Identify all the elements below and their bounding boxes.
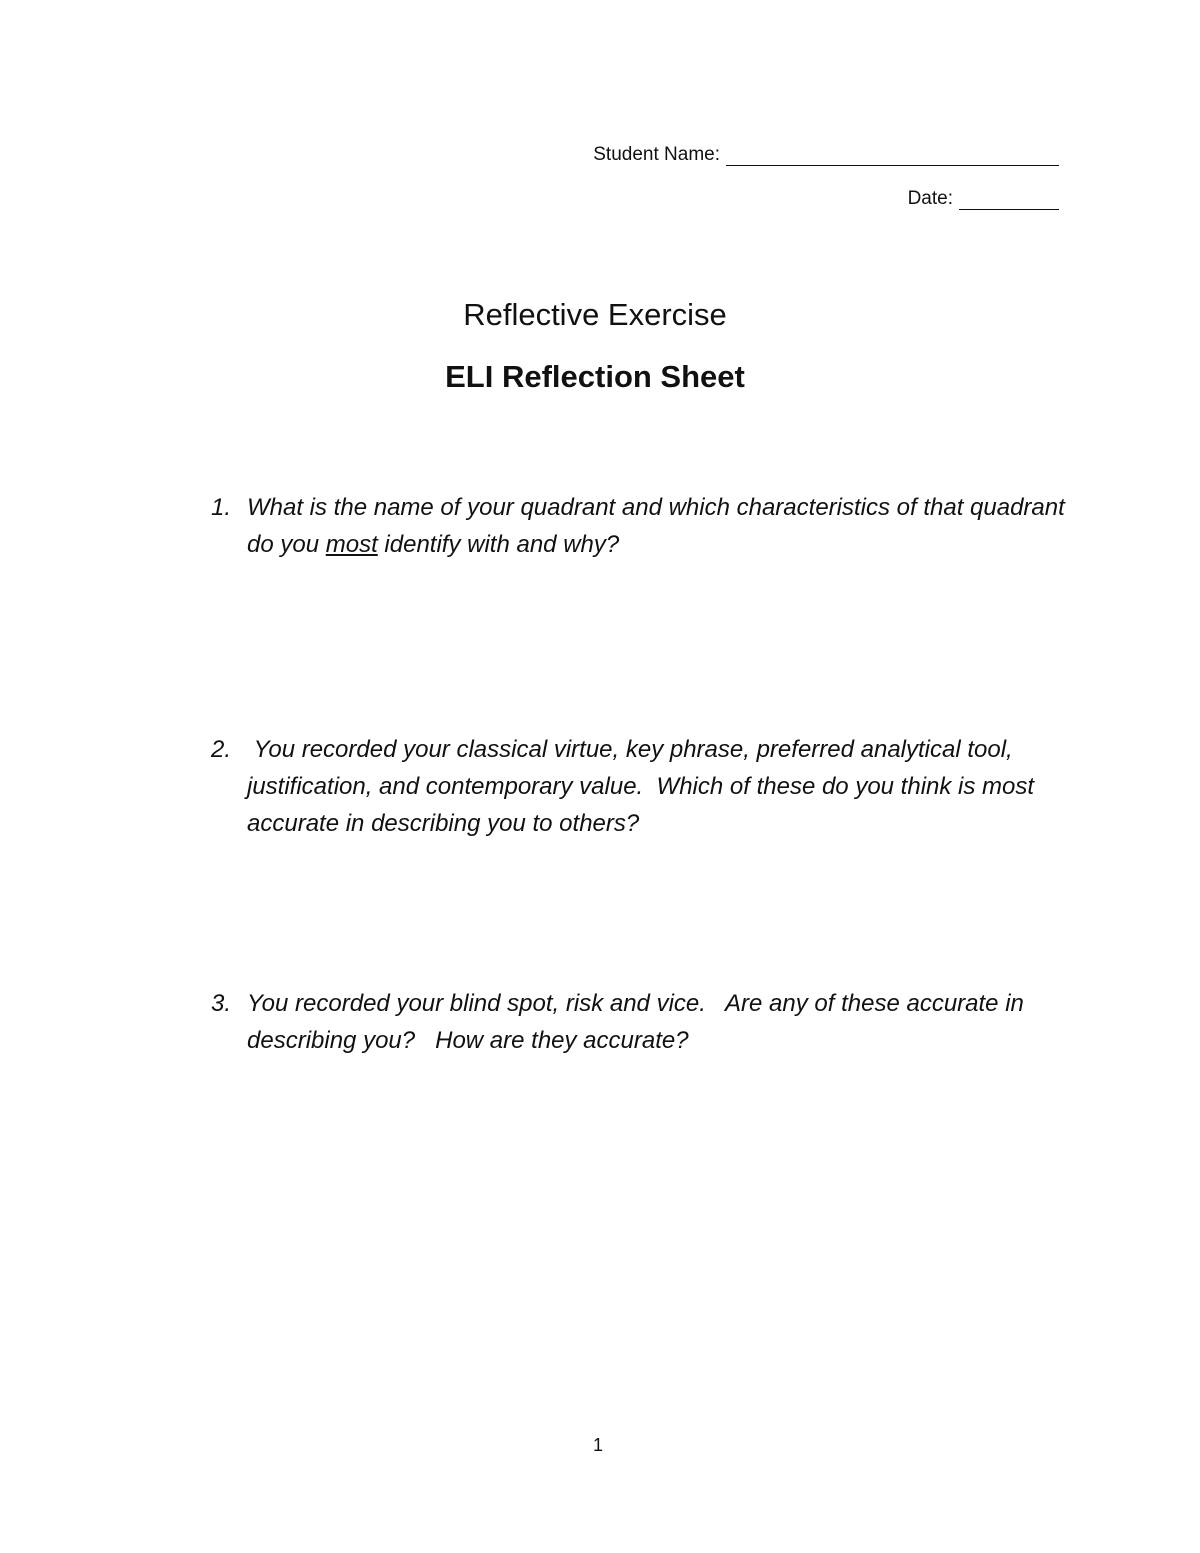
question-number: 1. xyxy=(211,494,232,521)
question-text xyxy=(247,489,1071,563)
date-blank[interactable] xyxy=(959,191,1059,210)
date-field xyxy=(908,188,1059,210)
question-1 xyxy=(211,489,1071,563)
student-name-blank[interactable] xyxy=(726,147,1059,166)
student-name-label: Student Name: xyxy=(593,144,720,165)
page-number: 1 xyxy=(592,1435,603,1455)
document-subtitle: Reflective Exercise xyxy=(463,297,727,332)
question-text-part: identify with and why? xyxy=(377,531,620,558)
question-text: You recorded your classical virtue, key phrase, preferred analytical tool, justification, and contemporary value. Which of these do you think is most accurate in describing you to others? xyxy=(247,736,1041,837)
question-text-part: What is the name of your quadrant and which characteristics of that quadrant do you xyxy=(247,494,1065,558)
question-number: 3. xyxy=(211,990,232,1017)
document-title: ELI Reflection Sheet xyxy=(445,359,745,394)
date-label: Date: xyxy=(907,188,953,209)
question-3 xyxy=(211,985,1071,1059)
question-number: 2. xyxy=(211,736,232,763)
question-text: You recorded your blind spot, risk and vice. Are any of these accurate in describing you? How are they accurate? xyxy=(247,990,1031,1054)
question-2 xyxy=(211,731,1071,842)
student-name-field xyxy=(593,144,1059,166)
question-emphasis: most xyxy=(325,531,378,558)
